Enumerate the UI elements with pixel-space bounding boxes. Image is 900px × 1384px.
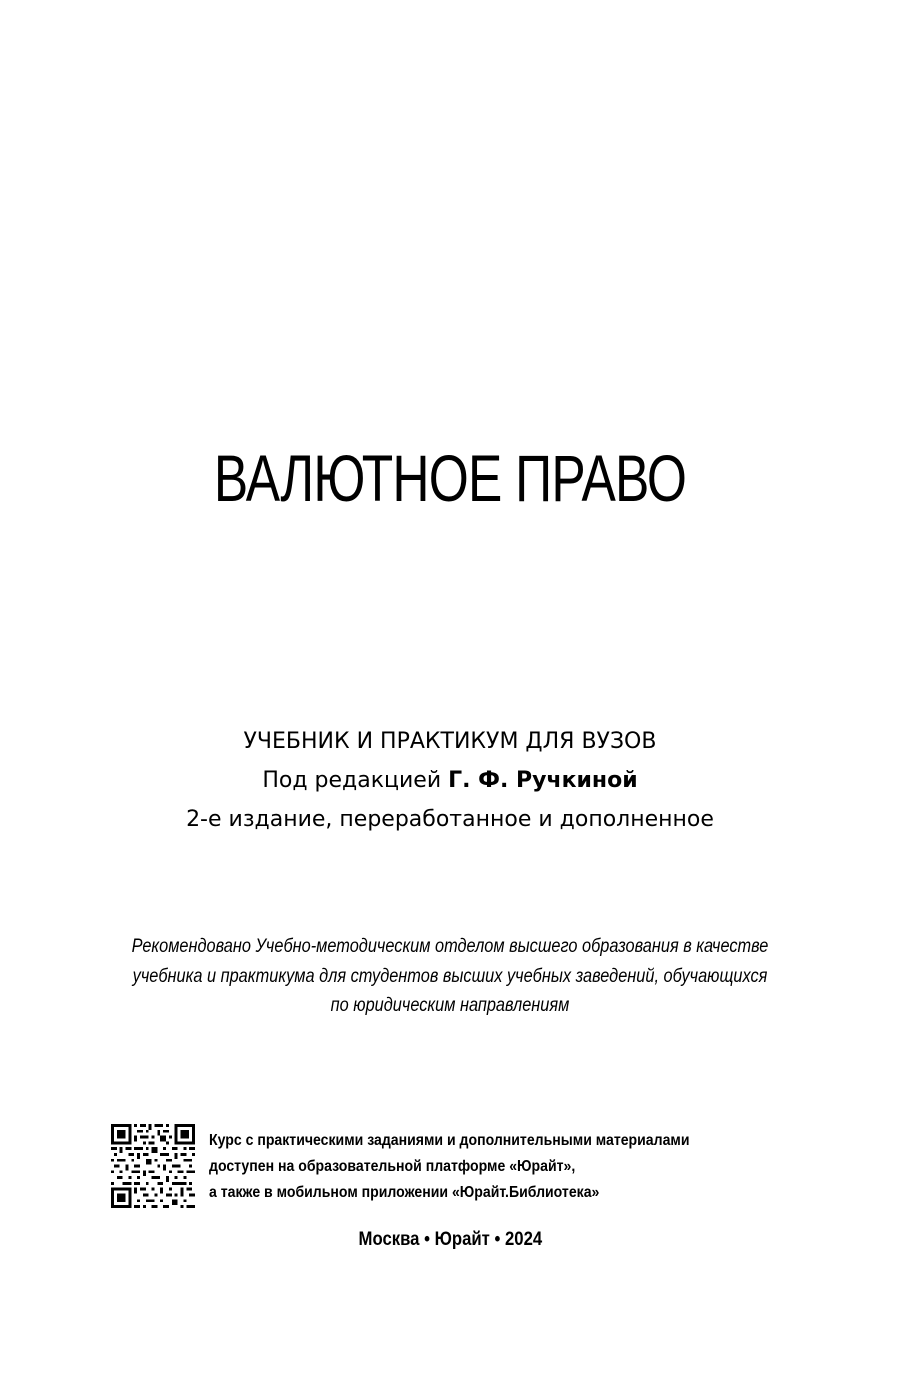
course-info-line: доступен на образовательной платформе «Юрайт»,: [209, 1158, 576, 1175]
editor-prefix: Под редакцией: [262, 768, 449, 793]
imprint: [0, 1225, 900, 1255]
subtitle-block: [0, 722, 900, 839]
course-info: [209, 1128, 809, 1206]
editor-name: Г. Ф. Ручкиной: [448, 768, 638, 793]
recommendation-line: учебника и практикума для студентов высших учебных заведений, обучающихся: [132, 965, 768, 987]
qr-code-icon[interactable]: [111, 1124, 195, 1208]
book-type: УЧЕБНИК И ПРАКТИКУМ ДЛЯ ВУЗОВ: [243, 729, 657, 754]
course-info-line: Курс с практическими заданиями и дополнительными материалами: [209, 1132, 690, 1149]
recommendation-text: [0, 932, 900, 1021]
editor-line: [0, 761, 900, 800]
imprint-text: Москва • Юрайт • 2024: [358, 1229, 542, 1250]
recommendation-line: Рекомендовано Учебно-методическим отделом высшего образования в качестве: [131, 936, 769, 957]
book-title: ВАЛЮТНОЕ ПРАВО: [213, 441, 687, 515]
recommendation-line: по юридическим направлениям: [330, 995, 570, 1016]
edition-line: 2-е издание, переработанное и дополненное: [186, 807, 714, 832]
course-info-line: а также в мобильном приложении «Юрайт.Библиотека»: [209, 1184, 600, 1201]
